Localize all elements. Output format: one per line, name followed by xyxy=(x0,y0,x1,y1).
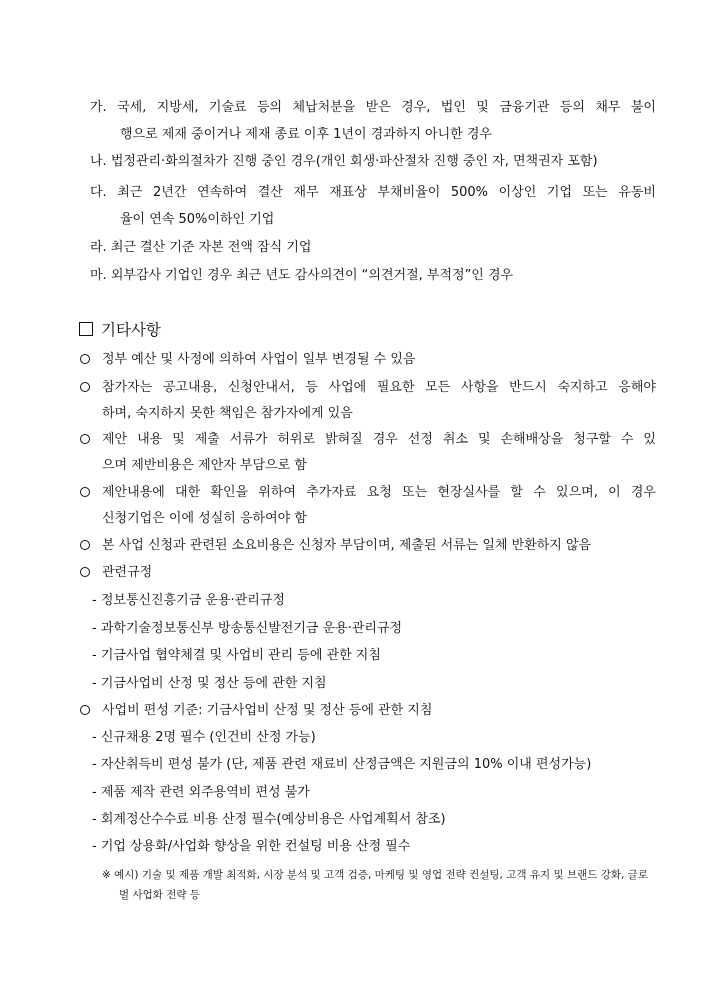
sub-item: - 회계정산수수료 비용 산정 필수(예상비용은 사업계획서 참조) xyxy=(92,812,446,827)
bullet-item: 제안 내용 및 제출 서류가 허위로 밝혀질 경우 선정 취소 및 손해배상을 청구할 수 있 xyxy=(102,432,656,447)
bullet-item: 관련규정 xyxy=(102,565,153,580)
bullet-item: 정부 예산 및 사정에 의하여 사업이 일부 변경될 수 있음 xyxy=(102,352,416,367)
square-box-icon xyxy=(79,322,93,336)
circle-bullet-icon xyxy=(80,354,90,364)
circle-bullet-icon xyxy=(80,487,90,497)
sub-item: - 과학기술정보통신부 방송통신발전기금 운용·관리규정 xyxy=(92,621,403,636)
section-title: 기타사항 xyxy=(101,321,161,339)
eligibility-item-ra: 라. 최근 결산 기준 자본 전액 잠식 기업 xyxy=(90,240,312,255)
eligibility-item-na: 나. 법정관리·화의절차가 진행 중인 경우(개인 회생·파산절차 진행 중인 자, 면책권자 포함) xyxy=(90,154,598,169)
bullet-item: 본 사업 신청과 관련된 소요비용은 신청자 부담이며, 제출된 서류는 일체 반환하지 않음 xyxy=(102,538,592,553)
bullet-item: 사업비 편성 기준: 기금사업비 산정 및 정산 등에 관한 지침 xyxy=(102,703,433,718)
circle-bullet-icon xyxy=(80,705,90,715)
circle-bullet-icon xyxy=(80,567,90,577)
sub-item: - 신규채용 2명 필수 (인건비 산정 가능) xyxy=(92,730,316,745)
sub-item: - 기업 상용화/사업화 향상을 위한 컨설팅 비용 산정 필수 xyxy=(92,839,411,854)
bullet-item: 제안내용에 대한 확인을 위하여 추가자료 요청 또는 현장실사를 할 수 있으며, 이 경우 xyxy=(102,485,656,500)
bullet-item: 참가자는 공고내용, 신청안내서, 등 사업에 필요한 모든 사항을 반드시 숙지하고 응해야 xyxy=(102,380,656,395)
circle-bullet-icon xyxy=(80,540,90,550)
eligibility-item-da-line-2: 율이 연속 50%이하인 기업 xyxy=(120,212,275,227)
sub-item: - 기금사업비 산정 및 정산 등에 관한 지침 xyxy=(92,676,327,691)
sub-item: - 제품 제작 관련 외주용역비 편성 불가 xyxy=(92,785,310,800)
section-heading xyxy=(79,321,161,339)
circle-bullet-icon xyxy=(80,382,90,392)
eligibility-item-ma: 마. 외부감사 기업인 경우 최근 년도 감사의견이 “의견거절, 부적정”인 경우 xyxy=(90,268,514,283)
sub-item: - 정보통신진흥기금 운용·관리규정 xyxy=(92,593,285,608)
circle-bullet-icon xyxy=(80,434,90,444)
eligibility-item-ga-line-1: 가. 국세, 지방세, 기술료 등의 체납처분을 받은 경우, 법인 및 금융기관 등의 채무 불이 xyxy=(90,100,656,115)
bullet-item-continuation: 으며 제반비용은 제안자 부담으로 함 xyxy=(102,458,307,473)
sub-item: - 자산취득비 편성 불가 (단, 제품 관련 재료비 산정금액은 지원금의 10% 이내 편성가능) xyxy=(92,757,592,772)
eligibility-item-da-line-1: 다. 최근 2년간 연속하여 결산 재무 재표상 부채비율이 500% 이상인 기업 또는 유동비 xyxy=(90,185,656,200)
bullet-item-continuation: 신청기업은 이에 성실히 응하여야 함 xyxy=(102,511,307,526)
sub-item: - 기금사업 협약체결 및 사업비 관리 등에 관한 지침 xyxy=(92,648,381,663)
note-line-2: 벌 사업화 전략 등 xyxy=(119,889,201,901)
bullet-item-continuation: 하며, 숙지하지 못한 책임은 참가자에게 있음 xyxy=(102,406,353,421)
note-line-1: ※ 예시) 기술 및 제품 개발 최적화, 시장 분석 및 고객 검증, 마케팅 및 영업 전략 컨설팅, 고객 유지 및 브랜드 강화, 글로 xyxy=(102,869,648,881)
eligibility-item-ga-line-2: 행으로 제재 중이거나 제재 종료 이후 1년이 경과하지 아니한 경우 xyxy=(120,127,492,142)
